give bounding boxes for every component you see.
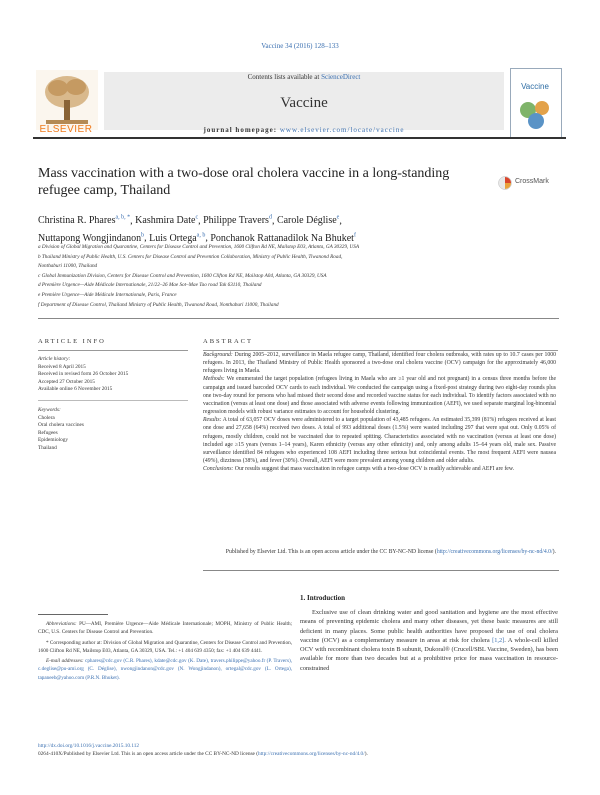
affiliation-a: a Division of Global Migration and Quarantine, Centers for Disease Control and Prevention, 1600 Clifton Rd NE, Mailstop E03, Atlanta, GA 30329, USA	[38, 244, 360, 250]
history-received: Received 8 April 2015	[38, 363, 86, 370]
author-7[interactable]: Ponchanok Rattanadilok Na Bhuket$^f$	[210, 232, 356, 244]
license-link[interactable]: http://creativecommons.org/licenses/by-nc-nd/4.0/	[436, 549, 553, 555]
affiliation-b: b Thailand Ministry of Public Health, U.S. Centers for Disease Control and Prevention Collaboration, Ministry of Public Health, Tiwanond Road,	[38, 253, 343, 260]
contents-line	[104, 73, 504, 81]
article-title: Mass vaccination with a two-dose oral cholera vaccine in a long-standing refugee camp, Thailand	[38, 166, 450, 198]
footnote-rule	[38, 614, 108, 615]
crossmark-badge[interactable]	[498, 176, 558, 190]
affiliation-c: c Global Immunization Division, Centers for Disease Control and Prevention, 1600 Clifton Rd NE, Mailstop A04, Atlanta, GA 30329, USA	[38, 272, 327, 279]
email-footnote: E-mail addresses: cphares@cdc.gov (C.R. Phares), kdate@cdc.gov (K. Date), travers.philippe@yahoo.fr (P. Travers), c.deglise@pu-ami.org (C. Déglise), nwongjindanon@cdc.gov (N. Wongjindanon), ortegal@cdc.gov (L. Ortega), tapaneeb@yahoo.com (P.R.N. Bhuket).	[38, 658, 292, 681]
corresponding-author-footnote: * Corresponding author at: Division of Global Migration and Quarantine, Centers for Disease Control and Prevention, 1600 Clifton Rd NE, Mailstop E03, Atlanta, GA 30329, USA. Tel.: +1 404 639 4350; fax: +1 404 639 4441.	[38, 639, 292, 654]
keyword: Epidemiology	[38, 437, 69, 444]
affiliation-b-cont: Nonthaburi 11000, Thailand	[38, 263, 98, 270]
reference-link[interactable]: [1,2]	[492, 636, 505, 644]
license-statement: Published by Elsevier Ltd. This is an open access article under the CC BY-NC-ND license (http://creativecommons.org/licenses/by-nc-nd/4.0/).	[225, 549, 556, 555]
homepage-prefix: journal homepage:	[203, 126, 280, 134]
crossmark-icon	[498, 176, 512, 190]
history-label: Article history:	[38, 356, 71, 362]
abstract-background: Background: During 2005–2012, surveillance in Maela refugee camp, Thailand, identified four cholera outbreaks, with rates up to 10.7 cases per 1000 refugees. In 2013, the Thailand Ministry of Public Health sponsored a two-dose oral cholera vaccine (OCV) campaign for the approximately 46,000 refugees living in Maela.	[203, 352, 557, 375]
author-2[interactable]: Kashmira Date$^c$	[135, 215, 199, 227]
author-3[interactable]: Philippe Travers$^d$	[203, 215, 272, 227]
footer-license-link[interactable]: http://creativecommons.org/licenses/by-nc-nd/4.0/	[257, 751, 365, 757]
history-online: Available online 6 November 2015	[38, 386, 113, 393]
journal-citation[interactable]: Vaccine 34 (2016) 128–133	[261, 42, 339, 50]
journal-homepage	[104, 126, 504, 134]
journal-name: Vaccine	[280, 95, 328, 111]
abstract-results: Results: A total of 63,057 OCV doses were administered to a target population of 43,485 refugees. An estimated 35,399 (81%) refugees received at least one dose and 27,658 (64%) received two doses. A total of 993 additional doses (1.5%) were wasted including 297 that were spat out. Only 0.05% of refugees, mostly children, could not be vaccinated due to repeated spitting. Characteristics associated with no vaccination (versus at least one dose) included age ≥15 years (versus 1–14 years), Karen ethnicity (versus any other ethnicity) and, only among adults 15–64 years old, male sex. Passive surveillance identified 84 refugees who experienced 108 AEFI including three serious but coincidental events. The most frequent AEFI were nausea (49%), dizziness (38%), and fever (30%). Overall, AEFI were more prevalent among young children and older adults.	[203, 417, 556, 465]
masthead-rule	[33, 137, 566, 139]
abstract-conclusions: Conclusions: Our results suggest that mass vaccination in refugee camps with a two-dose OCV is readily achievable and AEFI are few.	[203, 466, 515, 473]
abstract-methods: Methods: We enumerated the target population (refugees living in Maela who are ≥1 year old and not pregnant) in a census three months before the campaign and issued barcoded OCV cards to each individual. We conducted the campaign using a fixed-post strategy during two eight-day rounds plus one two-day round for persons who had missed their second dose and recorded vaccine status for each individual. To identify factors associated with no vaccination (versus at least one dose) and those associated with adverse events following immunization (AEFI), we used separate marginal log-binomial regression models with robust variance estimates to account for household clustering.	[203, 376, 556, 416]
author-6[interactable]: Luis Ortega$^{a, b}$	[149, 232, 206, 244]
keywords	[38, 407, 188, 453]
issn-license: 0264-410X/Published by Elsevier Ltd. This is an open access article under the CC BY-NC-ND license (http://creativecommons.org/licenses/by-nc-nd/4.0/).	[38, 751, 368, 757]
keyword: Oral cholera vaccines	[38, 422, 84, 429]
author-4[interactable]: Carole Déglise$^e$	[276, 215, 340, 227]
email-addresses[interactable]: cphares@cdc.gov (C.R. Phares), kdate@cdc.gov (K. Date), travers.philippe@yahoo.fr (P. Travers), c.deglise@pu-ami.org (C. Déglise), nwongjindanon@cdc.gov (N. Wongjindanon), ortegal@cdc.gov (L. Ortega), tapaneeb@yahoo.com (P.R.N. Bhuket).	[38, 658, 292, 681]
homepage-link[interactable]: www.elsevier.com/locate/vaccine	[279, 126, 405, 134]
abstract-heading: ABSTRACT	[203, 338, 253, 345]
affiliation-d: d Première Urgence—Aide Médicale Internationale, 21/22–26 Mae Sot–Mae Tao road Tak 63110, Thailand	[38, 282, 262, 289]
author-1[interactable]: Christina R. Phares$^{a, b, *}$	[38, 215, 131, 227]
footnotes	[38, 620, 292, 684]
keyword: Thailand	[38, 444, 57, 451]
keywords-label: Keywords:	[38, 406, 61, 413]
abstract-header	[203, 338, 558, 351]
doi-link[interactable]: http://dx.doi.org/10.1016/j.vaccine.2015.10.112	[38, 743, 140, 749]
affiliations	[38, 243, 558, 310]
history-revised: Received in revised form 26 October 2015	[38, 371, 129, 378]
author-list: Christina R. Phares$^{a, b, *}$, Kashmira Date$^c$, Philippe Travers$^d$, Carole Déglise$^e$, Nuttapong Wongjindanon$^b$, Luis Ortega$^{a, b}$, Ponchanok Rattanadilok Na Bhuket$^f$	[38, 215, 356, 244]
elsevier-wordmark: ELSEVIER	[39, 124, 93, 135]
keyword: Cholera	[38, 414, 55, 421]
section-rule-top	[38, 318, 559, 319]
article-history	[38, 356, 188, 394]
abstract-bottom-rule	[203, 570, 559, 571]
article-info-heading: ARTICLE INFO	[38, 338, 106, 345]
elsevier-tree-logo-icon	[36, 70, 98, 130]
doi-footer	[38, 742, 438, 758]
sciencedirect-link[interactable]: ScienceDirect	[321, 73, 361, 81]
introduction-body	[300, 608, 558, 673]
keyword: Refugees	[38, 429, 58, 436]
crossmark-label: CrossMark	[515, 178, 549, 185]
article-info-rule	[38, 350, 188, 351]
contents-prefix: Contents lists available at	[247, 73, 322, 81]
keywords-rule	[38, 400, 188, 401]
abbreviations-footnote: Abbreviations: PU—AMI, Première Urgence—Aide Médicale Internationale; MOPH, Ministry of Public Health; CDC, U.S. Centers for Disease Control and Prevention.	[38, 621, 292, 636]
article-info	[38, 338, 188, 453]
abstract-body	[203, 351, 556, 473]
author-5[interactable]: Nuttapong Wongjindanon$^b$	[38, 232, 145, 244]
affiliation-f: f Department of Disease Control, Thailand Ministry of Public Health, Tiwanond Road, Nonthaburi 11000, Thailand	[38, 301, 279, 308]
cover-artwork-icon	[516, 96, 554, 132]
affiliation-e: e Première Urgence—Aide Médicale Internationale, Paris, France	[38, 291, 177, 298]
introduction-paragraph: Exclusive use of clean drinking water and good sanitation and hygiene are the most effective means of preventing epidemic cholera and many other diseases, yet these basic measures are still deficient in many places. Some public health authorities have proposed the use of oral cholera vaccine (OCV) as a complementary measure in areas at risk for cholera [1,2]. A whole-cell killed OCV with recombinant cholera toxin B subunit, Dukoral® (Crucell/SBL Vaccine, Sweden), has been available for more than two decades but at a prohibitive price for mass vaccination in resource-constrained	[300, 609, 558, 672]
introduction-heading: 1. Introduction	[300, 594, 345, 602]
journal-cover-title: Vaccine	[521, 82, 549, 91]
history-accepted: Accepted 27 October 2015	[38, 378, 95, 385]
